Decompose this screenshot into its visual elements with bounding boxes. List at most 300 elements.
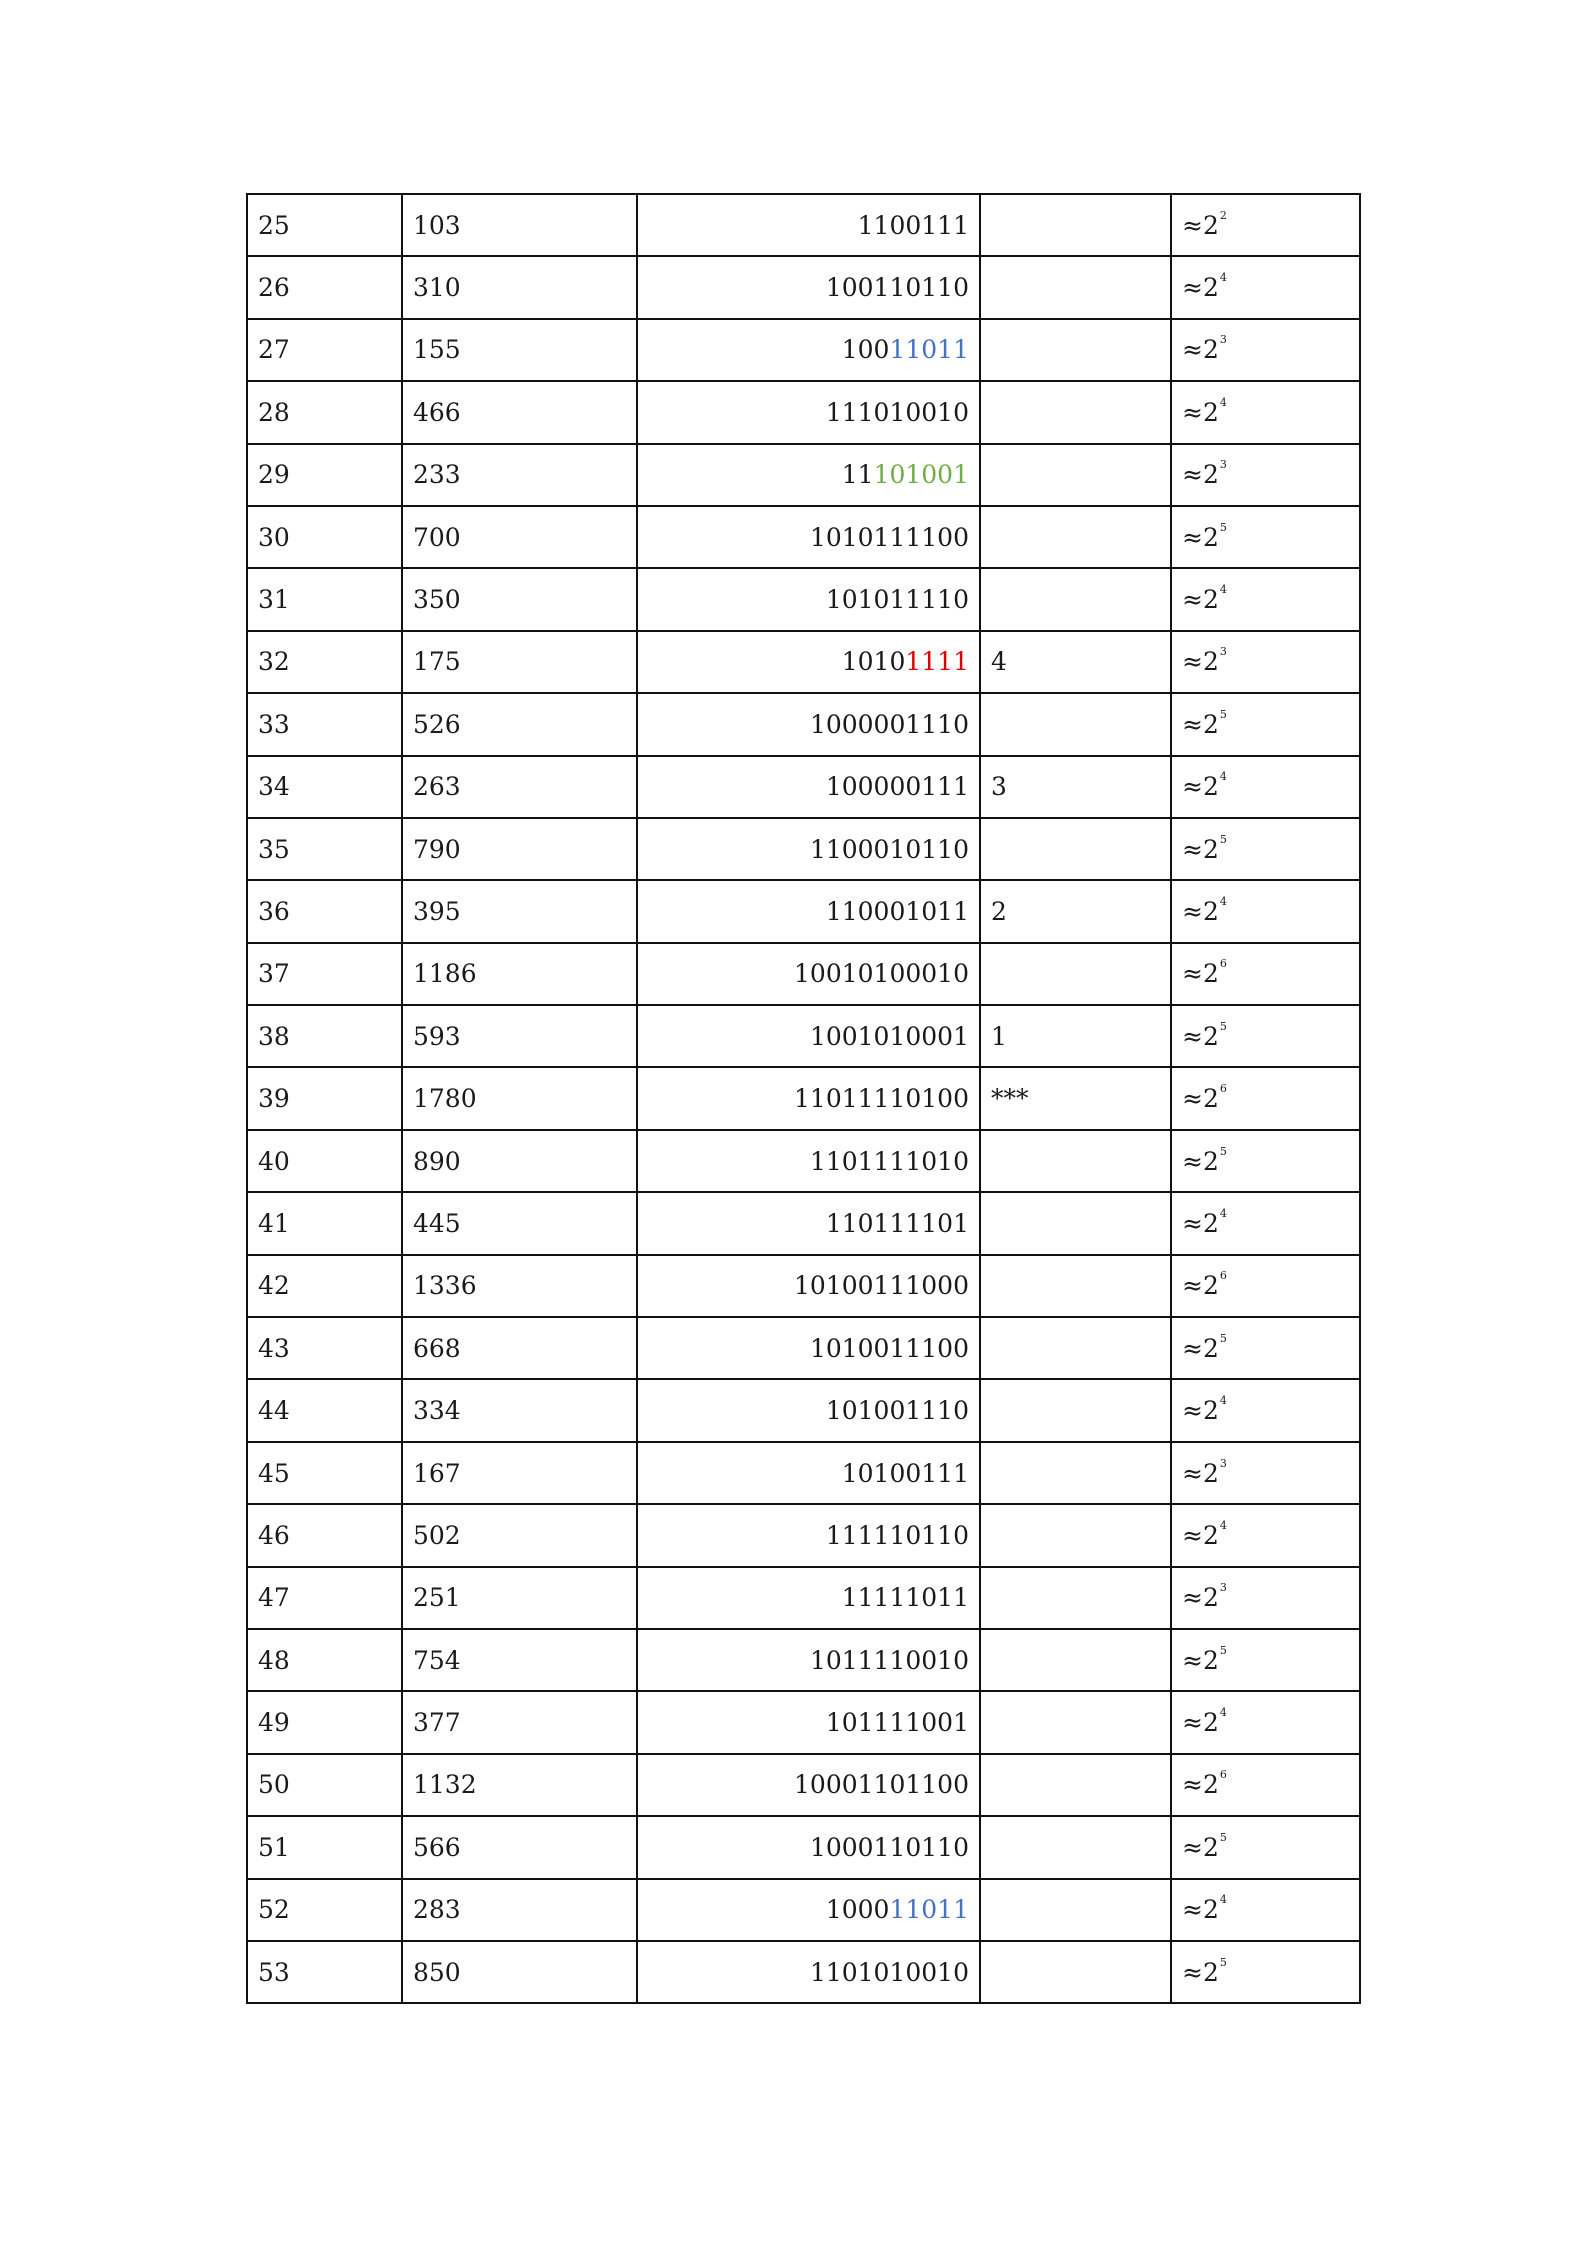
value-cell: 263 bbox=[402, 756, 637, 818]
mark-cell: 1 bbox=[980, 1005, 1171, 1067]
table-row bbox=[247, 1130, 1360, 1192]
approx-cell bbox=[1171, 1005, 1360, 1067]
power-of-two bbox=[1182, 1084, 1227, 1113]
table-row bbox=[247, 1754, 1360, 1816]
power-of-two bbox=[1182, 1144, 1227, 1176]
mark-cell bbox=[980, 1379, 1171, 1441]
table-row bbox=[247, 1192, 1360, 1254]
power-of-two bbox=[1182, 1331, 1227, 1363]
mark-cell bbox=[980, 1192, 1171, 1254]
binary-segment: 100 bbox=[841, 335, 890, 365]
approx-cell bbox=[1171, 693, 1360, 755]
mark-cell bbox=[980, 1255, 1171, 1317]
binary-segment: 10010100010 bbox=[794, 959, 969, 989]
power-exponent: 4 bbox=[1219, 583, 1227, 597]
binary-cell bbox=[637, 319, 980, 381]
binary-cell bbox=[637, 693, 980, 755]
value-cell: 103 bbox=[402, 194, 637, 256]
mark-cell bbox=[980, 506, 1171, 568]
approx-cell bbox=[1171, 256, 1360, 318]
binary-segment: 1010 bbox=[841, 647, 906, 677]
step-cell: 47 bbox=[247, 1567, 402, 1629]
binary-cell bbox=[637, 256, 980, 318]
value-cell: 1132 bbox=[402, 1754, 637, 1816]
binary-cell bbox=[637, 1379, 980, 1441]
approx-cell bbox=[1171, 1567, 1360, 1629]
mark-cell bbox=[980, 1629, 1171, 1691]
binary-cell bbox=[637, 506, 980, 568]
step-cell: 42 bbox=[247, 1255, 402, 1317]
step-cell: 40 bbox=[247, 1130, 402, 1192]
binary-segment: 101011110 bbox=[825, 585, 969, 615]
power-exponent: 5 bbox=[1219, 707, 1227, 721]
binary-segment: 1101010010 bbox=[809, 1957, 969, 1987]
table-row bbox=[247, 818, 1360, 880]
mark-cell: 2 bbox=[980, 880, 1171, 942]
power-exponent: 4 bbox=[1219, 894, 1227, 908]
step-cell: 50 bbox=[247, 1754, 402, 1816]
approx-symbol: ≈ bbox=[1182, 273, 1203, 303]
approx-symbol: ≈ bbox=[1182, 1832, 1203, 1862]
step-cell: 48 bbox=[247, 1629, 402, 1691]
approx-cell bbox=[1171, 756, 1360, 818]
power-exponent: 4 bbox=[1219, 1893, 1227, 1907]
value-cell: 310 bbox=[402, 256, 637, 318]
binary-segment: 11111011 bbox=[841, 1583, 969, 1613]
power-base: 2 bbox=[1202, 1208, 1219, 1238]
power-of-two bbox=[1182, 959, 1227, 988]
power-base: 2 bbox=[1202, 1895, 1219, 1925]
table-row bbox=[247, 381, 1360, 443]
approx-symbol: ≈ bbox=[1182, 834, 1203, 864]
table-row bbox=[247, 943, 1360, 1005]
approx-symbol: ≈ bbox=[1182, 1146, 1203, 1176]
binary-cell bbox=[637, 444, 980, 506]
power-exponent: 5 bbox=[1219, 1643, 1227, 1657]
binary-cell bbox=[637, 1067, 980, 1129]
approx-symbol: ≈ bbox=[1182, 1520, 1203, 1550]
binary-segment: 111110110 bbox=[825, 1520, 969, 1550]
step-cell: 33 bbox=[247, 693, 402, 755]
power-base: 2 bbox=[1202, 1645, 1219, 1675]
binary-segment: 110001011 bbox=[825, 896, 969, 926]
power-base: 2 bbox=[1202, 1333, 1219, 1363]
approx-cell bbox=[1171, 1192, 1360, 1254]
approx-symbol: ≈ bbox=[1182, 647, 1203, 677]
binary-segment: 10100111000 bbox=[794, 1271, 969, 1301]
power-base: 2 bbox=[1202, 335, 1219, 365]
approx-cell bbox=[1171, 1442, 1360, 1504]
binary-cell bbox=[637, 1192, 980, 1254]
power-of-two bbox=[1182, 1770, 1227, 1799]
approx-cell bbox=[1171, 1816, 1360, 1878]
power-base: 2 bbox=[1202, 709, 1219, 739]
binary-segment: 1011110010 bbox=[809, 1645, 969, 1675]
power-exponent: 4 bbox=[1219, 1206, 1227, 1220]
power-exponent: 6 bbox=[1219, 1269, 1227, 1283]
mark-cell bbox=[980, 1130, 1171, 1192]
binary-cell bbox=[637, 1255, 980, 1317]
approx-symbol: ≈ bbox=[1182, 1770, 1203, 1800]
approx-symbol: ≈ bbox=[1182, 1333, 1203, 1363]
mark-cell bbox=[980, 943, 1171, 1005]
step-cell: 32 bbox=[247, 631, 402, 693]
binary-cell bbox=[637, 1816, 980, 1878]
binary-segment: 1000001110 bbox=[809, 709, 969, 739]
approx-cell bbox=[1171, 568, 1360, 630]
mark-cell bbox=[980, 1317, 1171, 1379]
step-cell: 44 bbox=[247, 1379, 402, 1441]
power-base: 2 bbox=[1202, 1832, 1219, 1862]
power-exponent: 6 bbox=[1219, 957, 1227, 971]
binary-cell bbox=[637, 1130, 980, 1192]
power-exponent: 4 bbox=[1219, 770, 1227, 784]
step-cell: 53 bbox=[247, 1941, 402, 2003]
table-row bbox=[247, 1255, 1360, 1317]
power-of-two bbox=[1182, 1955, 1227, 1987]
power-base: 2 bbox=[1202, 1957, 1219, 1987]
power-of-two bbox=[1182, 395, 1227, 427]
step-cell: 37 bbox=[247, 943, 402, 1005]
power-of-two bbox=[1182, 1643, 1227, 1675]
power-base: 2 bbox=[1202, 585, 1219, 615]
step-cell: 41 bbox=[247, 1192, 402, 1254]
power-base: 2 bbox=[1202, 1520, 1219, 1550]
table-body bbox=[247, 194, 1360, 2003]
mark-cell bbox=[980, 194, 1171, 256]
approx-symbol: ≈ bbox=[1182, 210, 1203, 240]
approx-cell bbox=[1171, 1691, 1360, 1753]
power-of-two bbox=[1182, 335, 1227, 364]
mark-cell bbox=[980, 1754, 1171, 1816]
approx-symbol: ≈ bbox=[1182, 896, 1203, 926]
step-cell: 30 bbox=[247, 506, 402, 568]
binary-segment: 1010111100 bbox=[809, 522, 969, 552]
value-cell: 395 bbox=[402, 880, 637, 942]
step-cell: 35 bbox=[247, 818, 402, 880]
binary-segment: 100000111 bbox=[825, 772, 969, 802]
sequence-table bbox=[246, 193, 1361, 2004]
approx-symbol: ≈ bbox=[1182, 1583, 1203, 1613]
approx-symbol: ≈ bbox=[1182, 1895, 1203, 1925]
power-exponent: 5 bbox=[1219, 1019, 1227, 1033]
table-row bbox=[247, 1317, 1360, 1379]
table-row bbox=[247, 1005, 1360, 1067]
approx-symbol: ≈ bbox=[1182, 1708, 1203, 1738]
approx-cell bbox=[1171, 1941, 1360, 2003]
table-row bbox=[247, 319, 1360, 381]
step-cell: 45 bbox=[247, 1442, 402, 1504]
power-exponent: 6 bbox=[1219, 1768, 1227, 1782]
value-cell: 502 bbox=[402, 1504, 637, 1566]
approx-symbol: ≈ bbox=[1182, 1084, 1203, 1114]
value-cell: 167 bbox=[402, 1442, 637, 1504]
power-exponent: 4 bbox=[1219, 1706, 1227, 1720]
power-of-two bbox=[1182, 460, 1227, 489]
highlighted-binary-segment: 101001 bbox=[873, 460, 969, 490]
value-cell: 668 bbox=[402, 1317, 637, 1379]
power-base: 2 bbox=[1202, 1458, 1219, 1488]
power-exponent: 5 bbox=[1219, 1144, 1227, 1158]
step-cell: 46 bbox=[247, 1504, 402, 1566]
table-row bbox=[247, 444, 1360, 506]
power-of-two bbox=[1182, 647, 1227, 676]
binary-segment: 101111001 bbox=[825, 1708, 969, 1738]
power-base: 2 bbox=[1202, 1146, 1219, 1176]
table-row bbox=[247, 1567, 1360, 1629]
value-cell: 283 bbox=[402, 1879, 637, 1941]
binary-cell bbox=[637, 1005, 980, 1067]
power-of-two bbox=[1182, 1271, 1227, 1300]
binary-segment: 1000 bbox=[825, 1895, 890, 1925]
power-base: 2 bbox=[1202, 647, 1219, 677]
approx-cell bbox=[1171, 506, 1360, 568]
binary-cell bbox=[637, 756, 980, 818]
mark-cell bbox=[980, 1941, 1171, 2003]
value-cell: 790 bbox=[402, 818, 637, 880]
binary-segment: 1100010110 bbox=[809, 834, 969, 864]
binary-segment: 1000110110 bbox=[809, 1832, 969, 1862]
highlighted-binary-segment: 11011 bbox=[889, 335, 969, 365]
step-cell: 28 bbox=[247, 381, 402, 443]
power-base: 2 bbox=[1202, 397, 1219, 427]
approx-cell bbox=[1171, 1317, 1360, 1379]
approx-cell bbox=[1171, 818, 1360, 880]
approx-cell bbox=[1171, 1504, 1360, 1566]
binary-segment: 1001010001 bbox=[809, 1021, 969, 1051]
binary-segment: 1101111010 bbox=[809, 1146, 969, 1176]
table-row bbox=[247, 1504, 1360, 1566]
approx-symbol: ≈ bbox=[1182, 1021, 1203, 1051]
binary-cell bbox=[637, 818, 980, 880]
power-of-two bbox=[1182, 520, 1227, 552]
step-cell: 34 bbox=[247, 756, 402, 818]
binary-segment: 100110110 bbox=[825, 273, 969, 303]
power-of-two bbox=[1182, 772, 1227, 801]
power-exponent: 3 bbox=[1219, 645, 1227, 659]
approx-symbol: ≈ bbox=[1182, 709, 1203, 739]
approx-cell bbox=[1171, 444, 1360, 506]
step-cell: 31 bbox=[247, 568, 402, 630]
power-base: 2 bbox=[1202, 1770, 1219, 1800]
approx-cell bbox=[1171, 381, 1360, 443]
power-base: 2 bbox=[1202, 210, 1219, 240]
power-exponent: 5 bbox=[1219, 832, 1227, 846]
value-cell: 466 bbox=[402, 381, 637, 443]
mark-cell bbox=[980, 568, 1171, 630]
binary-segment: 10001101100 bbox=[794, 1770, 969, 1800]
power-base: 2 bbox=[1202, 460, 1219, 490]
binary-cell bbox=[637, 1691, 980, 1753]
mark-cell bbox=[980, 693, 1171, 755]
binary-cell bbox=[637, 1879, 980, 1941]
power-exponent: 3 bbox=[1219, 458, 1227, 472]
step-cell: 25 bbox=[247, 194, 402, 256]
table-row bbox=[247, 1067, 1360, 1129]
mark-cell: 4 bbox=[980, 631, 1171, 693]
binary-segment: 1100111 bbox=[857, 210, 969, 240]
binary-cell bbox=[637, 943, 980, 1005]
value-cell: 890 bbox=[402, 1130, 637, 1192]
table-row bbox=[247, 756, 1360, 818]
power-base: 2 bbox=[1202, 1021, 1219, 1051]
power-exponent: 4 bbox=[1219, 395, 1227, 409]
power-of-two bbox=[1182, 1518, 1227, 1550]
power-of-two bbox=[1182, 1830, 1227, 1862]
mark-cell bbox=[980, 1691, 1171, 1753]
approx-cell bbox=[1171, 1255, 1360, 1317]
mark-cell bbox=[980, 1504, 1171, 1566]
power-of-two bbox=[1182, 585, 1227, 614]
power-base: 2 bbox=[1202, 896, 1219, 926]
power-of-two bbox=[1182, 1206, 1227, 1238]
table-row bbox=[247, 1379, 1360, 1441]
approx-symbol: ≈ bbox=[1182, 1208, 1203, 1238]
approx-symbol: ≈ bbox=[1182, 585, 1203, 615]
binary-cell bbox=[637, 1442, 980, 1504]
table-row bbox=[247, 506, 1360, 568]
binary-segment: 10100111 bbox=[841, 1458, 969, 1488]
binary-cell bbox=[637, 568, 980, 630]
power-exponent: 5 bbox=[1219, 1331, 1227, 1345]
binary-cell bbox=[637, 631, 980, 693]
value-cell: 155 bbox=[402, 319, 637, 381]
step-cell: 51 bbox=[247, 1816, 402, 1878]
power-exponent: 5 bbox=[1219, 520, 1227, 534]
binary-segment: 101001110 bbox=[825, 1396, 969, 1426]
approx-cell bbox=[1171, 194, 1360, 256]
approx-symbol: ≈ bbox=[1182, 1645, 1203, 1675]
value-cell: 1186 bbox=[402, 943, 637, 1005]
approx-cell bbox=[1171, 1130, 1360, 1192]
power-base: 2 bbox=[1202, 522, 1219, 552]
approx-cell bbox=[1171, 319, 1360, 381]
approx-symbol: ≈ bbox=[1182, 1957, 1203, 1987]
mark-cell bbox=[980, 1567, 1171, 1629]
approx-symbol: ≈ bbox=[1182, 522, 1203, 552]
power-base: 2 bbox=[1202, 1084, 1219, 1114]
approx-cell bbox=[1171, 1067, 1360, 1129]
mark-cell bbox=[980, 319, 1171, 381]
approx-symbol: ≈ bbox=[1182, 772, 1203, 802]
power-base: 2 bbox=[1202, 1396, 1219, 1426]
approx-cell bbox=[1171, 880, 1360, 942]
table-row bbox=[247, 1691, 1360, 1753]
power-exponent: 3 bbox=[1219, 1581, 1227, 1595]
value-cell: 1336 bbox=[402, 1255, 637, 1317]
step-cell: 39 bbox=[247, 1067, 402, 1129]
approx-symbol: ≈ bbox=[1182, 397, 1203, 427]
step-cell: 36 bbox=[247, 880, 402, 942]
value-cell: 700 bbox=[402, 506, 637, 568]
power-base: 2 bbox=[1202, 273, 1219, 303]
value-cell: 334 bbox=[402, 1379, 637, 1441]
table-row bbox=[247, 256, 1360, 318]
highlighted-binary-segment: 1111 bbox=[905, 647, 969, 677]
approx-cell bbox=[1171, 1879, 1360, 1941]
approx-cell bbox=[1171, 1379, 1360, 1441]
power-base: 2 bbox=[1202, 1708, 1219, 1738]
table-row bbox=[247, 631, 1360, 693]
power-base: 2 bbox=[1202, 1583, 1219, 1613]
binary-cell bbox=[637, 381, 980, 443]
table-row bbox=[247, 1816, 1360, 1878]
power-exponent: 2 bbox=[1219, 208, 1227, 222]
step-cell: 43 bbox=[247, 1317, 402, 1379]
value-cell: 175 bbox=[402, 631, 637, 693]
approx-symbol: ≈ bbox=[1182, 335, 1203, 365]
value-cell: 593 bbox=[402, 1005, 637, 1067]
step-cell: 52 bbox=[247, 1879, 402, 1941]
mark-cell bbox=[980, 818, 1171, 880]
table-row bbox=[247, 1879, 1360, 1941]
binary-cell bbox=[637, 1567, 980, 1629]
binary-segment: 11011110100 bbox=[794, 1084, 969, 1114]
binary-segment: 111010010 bbox=[825, 397, 969, 427]
power-base: 2 bbox=[1202, 772, 1219, 802]
table-row bbox=[247, 1941, 1360, 2003]
power-of-two bbox=[1182, 273, 1227, 302]
highlighted-binary-segment: 11011 bbox=[889, 1895, 969, 1925]
value-cell: 850 bbox=[402, 1941, 637, 2003]
power-of-two bbox=[1182, 1895, 1227, 1924]
approx-cell bbox=[1171, 1754, 1360, 1816]
step-cell: 29 bbox=[247, 444, 402, 506]
approx-symbol: ≈ bbox=[1182, 460, 1203, 490]
power-base: 2 bbox=[1202, 1271, 1219, 1301]
approx-cell bbox=[1171, 943, 1360, 1005]
power-base: 2 bbox=[1202, 959, 1219, 989]
mark-cell bbox=[980, 1816, 1171, 1878]
mark-cell bbox=[980, 444, 1171, 506]
power-of-two bbox=[1182, 1583, 1227, 1612]
power-of-two bbox=[1182, 832, 1227, 864]
mark-cell: 3 bbox=[980, 756, 1171, 818]
table-row bbox=[247, 1442, 1360, 1504]
mark-cell: *** bbox=[980, 1067, 1171, 1129]
power-exponent: 5 bbox=[1219, 1830, 1227, 1844]
power-exponent: 4 bbox=[1219, 1518, 1227, 1532]
binary-cell bbox=[637, 1754, 980, 1816]
step-cell: 27 bbox=[247, 319, 402, 381]
mark-cell bbox=[980, 256, 1171, 318]
approx-symbol: ≈ bbox=[1182, 1271, 1203, 1301]
binary-segment: 1010011100 bbox=[809, 1333, 969, 1363]
value-cell: 566 bbox=[402, 1816, 637, 1878]
binary-cell bbox=[637, 194, 980, 256]
step-cell: 49 bbox=[247, 1691, 402, 1753]
value-cell: 526 bbox=[402, 693, 637, 755]
power-of-two bbox=[1182, 1456, 1227, 1488]
mark-cell bbox=[980, 1879, 1171, 1941]
power-exponent: 4 bbox=[1219, 271, 1227, 285]
mark-cell bbox=[980, 381, 1171, 443]
power-exponent: 6 bbox=[1219, 1082, 1227, 1096]
power-exponent: 3 bbox=[1219, 333, 1227, 347]
binary-cell bbox=[637, 1504, 980, 1566]
power-of-two bbox=[1182, 1708, 1227, 1737]
value-cell: 445 bbox=[402, 1192, 637, 1254]
power-exponent: 4 bbox=[1219, 1394, 1227, 1408]
power-of-two bbox=[1182, 1019, 1227, 1051]
value-cell: 251 bbox=[402, 1567, 637, 1629]
approx-cell bbox=[1171, 1629, 1360, 1691]
table-row bbox=[247, 1629, 1360, 1691]
table-row bbox=[247, 880, 1360, 942]
power-exponent: 5 bbox=[1219, 1955, 1227, 1969]
table-row bbox=[247, 194, 1360, 256]
power-of-two bbox=[1182, 707, 1227, 739]
